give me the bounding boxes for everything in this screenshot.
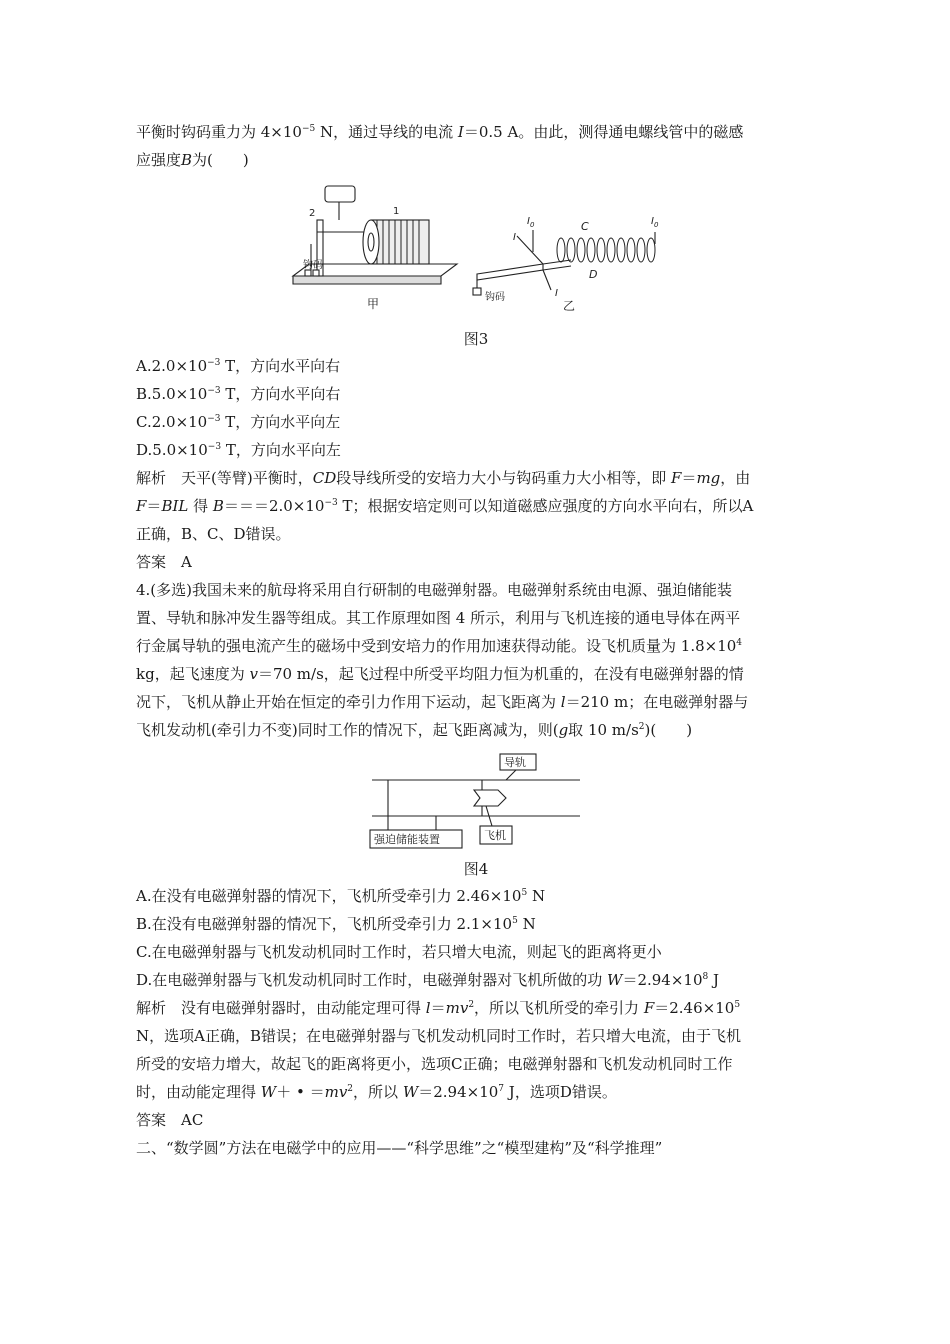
figure-3-diagram [281, 180, 671, 320]
q4-option-d: D.在电磁弹射器与飞机发动机同时工作时，电磁弹射器对飞机所做的功 $W=2.94\times 10^8$ J [136, 971, 720, 989]
figure-4-caption: 图4 [463, 860, 489, 878]
label-D: D [589, 268, 598, 281]
q3-analysis-line-1: 解析 天平(等臂)平衡时，CD段导线所受的安培力大小与钩码重力大小相等，即 F＝mg，由 [136, 469, 751, 487]
q4-text-line-3: 行金属导轨的强电流产生的磁场中受到安培力的作用加速获得动能。设飞机质量为 $1.8\times 10^4$ [136, 637, 743, 655]
section-2-heading: 二、“数学圆”方法在电磁学中的应用——“科学思维”之“模型建构”及“科学推理” [136, 1139, 663, 1157]
figure-4-diagram [366, 750, 586, 850]
document-page [136, 118, 816, 1162]
hook-weight-label-yi: 钩码 [485, 292, 505, 303]
label-I0-left: $I_0$ [527, 216, 535, 229]
q3-text-line-1: 平衡时钩码重力为 $4\times 10^{-5}$ N，通过导线的电流 I＝0.5 A。由此，测得通电螺线管中的磁感 [136, 123, 744, 141]
q4-analysis-line-3: 所受的安培力增大，故起飞的距离将更小，选项C正确；电磁弹射器和飞机发动机同时工作 [136, 1055, 733, 1073]
q3-option-c: $C.2.0\times 10^{-3}$ T，方向水平向左 [136, 413, 341, 431]
q3-analysis-line-3: 正确，B、C、D错误。 [136, 525, 291, 543]
label-I-top: I [513, 232, 516, 243]
label-C: C [581, 220, 589, 233]
q4-option-a: A.在没有电磁弹射器的情况下，飞机所受牵引力 $2.46\times 10^5$ N [136, 887, 546, 905]
q4-text-line-4: kg，起飞速度为 v＝70 m/s，起飞过程中所受平均阻力恒为机重的，在没有电磁弹射器的情 [136, 665, 744, 683]
label-jia: 甲 [367, 297, 380, 311]
label-num-2: 2 [309, 208, 316, 219]
label-yi: 乙 [563, 299, 576, 313]
q3-option-d: $D.5.0\times 10^{-3}$ T，方向水平向左 [136, 441, 341, 459]
q4-analysis-line-1: 解析 没有电磁弹射器时，由动能定理可得 $l=mv^2$，所以飞机所受的牵引力 $F=2.46\times 10^5$ [136, 999, 741, 1017]
apparatus-yi [473, 230, 655, 295]
q4-text-line-2: 置、导轨和脉冲发生器等组成。其工作原理如图 4 所示，利用与飞机连接的通电导体在两平 [136, 609, 741, 627]
q3-option-b: $B.5.0\times 10^{-3}$ T，方向水平向右 [136, 385, 341, 403]
q3-answer: 答案 A [136, 553, 192, 571]
q4-text-line-5: 况下，飞机从静止开始在恒定的牵引力作用下运动，起飞距离为 l＝210 m；在电磁弹射器与 [136, 693, 749, 711]
rail-label: 导轨 [504, 756, 526, 769]
q4-option-c: C.在电磁弹射器与飞机发动机同时工作时，若只增大电流，则起飞的距离将更小 [136, 943, 662, 961]
q4-text-line-6: 飞机发动机(牵引力不变)同时工作的情况下，起飞距离减为，则(g取 10 $m/s^2$)( ) [136, 721, 693, 739]
figure-4 [136, 750, 816, 854]
q4-option-b: B.在没有电磁弹射器的情况下，飞机所受牵引力 $2.1\times 10^5$ N [136, 915, 536, 933]
q4-analysis-line-4: 时，由动能定理得 W＋ • $=mv^2$，所以 $W=2.94\times 10^7$ J，选项D错误。 [136, 1083, 617, 1101]
hook-weight-label-jia: 钩码 [303, 260, 323, 271]
q3-analysis-line-2: F＝BIL 得 $B===2.0\times 10^{-3}$ T；根据安培定则可以知道磁感应强度的方向水平向右，所以A [136, 497, 754, 515]
figure-3-caption: 图3 [463, 330, 489, 348]
figure-3 [136, 180, 816, 324]
label-I0-right: $I_0$ [651, 216, 659, 229]
label-I-bottom: I [555, 288, 558, 299]
label-num-1: 1 [393, 206, 400, 217]
q4-text-line-1: 4.(多选)我国未来的航母将采用自行研制的电磁弹射器。电磁弹射系统由电源、强迫储能装 [136, 581, 733, 599]
storage-label: 强迫储能装置 [374, 833, 440, 846]
q3-text-line-2: 应强度B为( ) [136, 151, 249, 169]
q3-option-a: $A.2.0\times 10^{-3}$ T，方向水平向右 [136, 357, 341, 375]
q4-answer: 答案 AC [136, 1111, 204, 1129]
q4-analysis-line-2: N，选项A正确，B错误；在电磁弹射器与飞机发动机同时工作时，若只增大电流，由于飞机 [136, 1027, 741, 1045]
plane-label: 飞机 [484, 829, 506, 842]
